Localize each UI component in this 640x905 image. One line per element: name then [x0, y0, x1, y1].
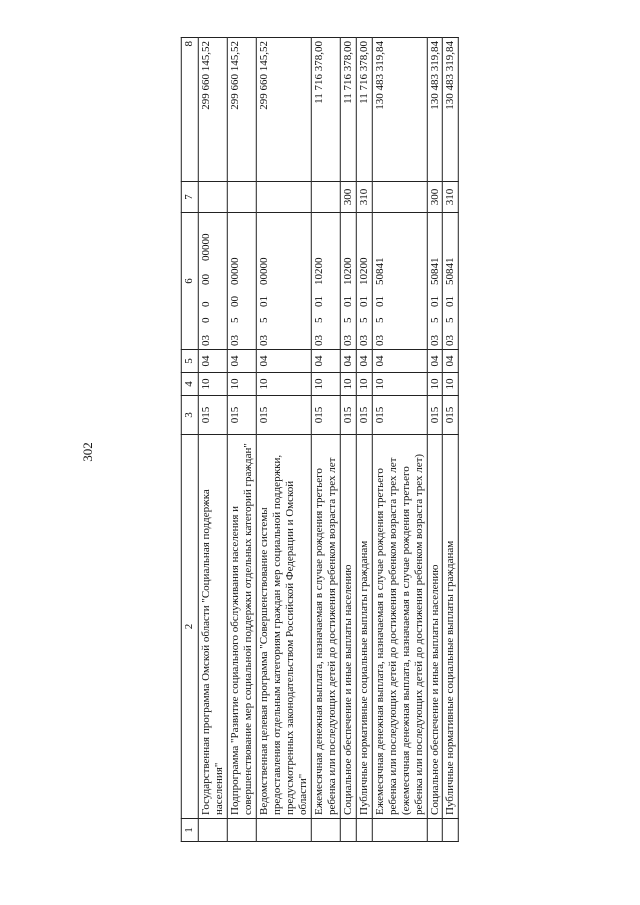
table-cell: 04: [372, 350, 427, 373]
table-row: [443, 38, 459, 842]
table-body: [198, 38, 458, 842]
rotated-budget-table: [181, 41, 459, 842]
table-cell: 015: [227, 396, 256, 435]
code-part: 03: [199, 335, 212, 346]
code-part: 03: [341, 335, 354, 346]
code-part: 10200: [312, 257, 325, 285]
code-group: [428, 216, 441, 346]
table-cell: 10: [311, 373, 340, 396]
table-cell: 04: [340, 350, 356, 373]
table-cell: 299 660 145,52: [227, 38, 256, 182]
code-part: 50841: [444, 257, 457, 285]
budget-table: [181, 37, 459, 842]
code-group: [373, 216, 386, 346]
table-row: [372, 38, 427, 842]
code-group: [200, 216, 213, 346]
table-cell: [427, 819, 443, 842]
table-cell: [372, 819, 427, 842]
code-part: 50841: [428, 257, 441, 285]
code-part: 0: [199, 317, 212, 323]
table-cell: [356, 213, 372, 350]
code-part: 00000: [228, 257, 241, 285]
table-cell: [227, 213, 256, 350]
table-cell: [443, 819, 459, 842]
table-cell: [256, 182, 311, 213]
table-cell: [443, 213, 459, 350]
table-cell: 04: [443, 350, 459, 373]
code-part: 01: [444, 296, 457, 307]
table-cell: 015: [340, 396, 356, 435]
table-cell: 04: [256, 350, 311, 373]
header-col-3: 3: [181, 396, 198, 435]
table-cell: 015: [198, 396, 227, 435]
table-cell: [427, 213, 443, 350]
code-part: [428, 221, 441, 261]
code-part: [258, 221, 271, 261]
code-part: [313, 221, 326, 261]
table-cell: 04: [356, 350, 372, 373]
table-cell: Публичные нормативные социальные выплаты гражданам: [443, 435, 459, 819]
table-cell: [227, 182, 256, 213]
table-cell: [311, 182, 340, 213]
code-part: 00: [199, 274, 212, 285]
table-cell: 10: [340, 373, 356, 396]
table-cell: 310: [356, 182, 372, 213]
table-cell: [198, 819, 227, 842]
table-cell: 015: [356, 396, 372, 435]
table-cell: [311, 819, 340, 842]
table-cell: Подпрограмма "Развитие социального обслуживания населения и совершенствование мер социальной поддержки отдельных категорий граждан": [227, 435, 256, 819]
page-number: 302: [79, 442, 95, 462]
table-cell: Социальное обеспечение и иные выплаты населению: [340, 435, 356, 819]
code-part: 01: [257, 296, 270, 307]
code-part: [357, 221, 370, 261]
code-part: 03: [312, 335, 325, 346]
table-cell: 10: [227, 373, 256, 396]
code-part: 03: [373, 335, 386, 346]
table-cell: Публичные нормативные социальные выплаты гражданам: [356, 435, 372, 819]
table-cell: 11 716 378,00: [356, 38, 372, 182]
code-part: 03: [228, 335, 241, 346]
header-col-4: 4: [181, 373, 198, 396]
code-part: 01: [312, 296, 325, 307]
table-cell: 11 716 378,00: [340, 38, 356, 182]
table-cell: 130 483 319,84: [372, 38, 427, 182]
table-cell: Ежемесячная денежная выплата, назначаемая в случае рождения третьего ребенка или последующих детей до достижения ребенком возраста трех лет: [311, 435, 340, 819]
code-group: [444, 216, 457, 346]
table-cell: 10: [372, 373, 427, 396]
table-header: [181, 38, 198, 842]
table-cell: 10: [427, 373, 443, 396]
table-row: [227, 38, 256, 842]
code-part: 5: [257, 317, 270, 323]
code-part: 00: [228, 296, 241, 307]
table-cell: [372, 182, 427, 213]
code-part: 03: [357, 335, 370, 346]
code-group: [341, 216, 354, 346]
table-cell: 310: [443, 182, 459, 213]
table-cell: 015: [443, 396, 459, 435]
table-cell: 11 716 378,00: [311, 38, 340, 182]
table-cell: [356, 819, 372, 842]
table-cell: 10: [443, 373, 459, 396]
table-cell: 300: [427, 182, 443, 213]
header-row: [181, 38, 198, 842]
table-cell: 015: [372, 396, 427, 435]
code-part: 5: [428, 317, 441, 323]
code-part: 10200: [341, 257, 354, 285]
table-cell: [311, 213, 340, 350]
table-cell: [256, 819, 311, 842]
table-cell: 04: [427, 350, 443, 373]
table-cell: 130 483 319,84: [443, 38, 459, 182]
header-col-8: 8: [181, 38, 198, 182]
table-cell: 015: [427, 396, 443, 435]
table-cell: 015: [311, 396, 340, 435]
table-cell: 299 660 145,52: [256, 38, 311, 182]
table-cell: 10: [256, 373, 311, 396]
code-part: 01: [357, 296, 370, 307]
table-cell: [340, 819, 356, 842]
table-row: [311, 38, 340, 842]
code-part: [373, 221, 386, 261]
table-cell: 04: [227, 350, 256, 373]
code-part: 50841: [373, 257, 386, 285]
table-cell: [227, 819, 256, 842]
code-part: 00000: [199, 233, 212, 261]
code-group: [313, 216, 326, 346]
code-part: 03: [257, 335, 270, 346]
code-part: 0: [199, 301, 212, 307]
code-part: 5: [341, 317, 354, 323]
header-col-6: 6: [181, 213, 198, 350]
table-cell: 299 660 145,52: [198, 38, 227, 182]
code-part: 5: [444, 317, 457, 323]
code-part: 03: [444, 335, 457, 346]
table-cell: Ведомственная целевая программа "Совершенствование системы предоставления отдельным категориям граждан мер социальной поддержки, предусмотренных законодательством Российской Федерации и Омской области": [256, 435, 311, 819]
table-row: [356, 38, 372, 842]
code-group: [357, 216, 370, 346]
code-part: 10200: [357, 257, 370, 285]
table-cell: 300: [340, 182, 356, 213]
table-cell: Государственная программа Омской области "Социальная поддержка населения": [198, 435, 227, 819]
table-cell: 04: [311, 350, 340, 373]
code-part: 5: [312, 317, 325, 323]
table-cell: [372, 213, 427, 350]
table-cell: 10: [198, 373, 227, 396]
code-part: [444, 221, 457, 261]
code-part: 01: [373, 296, 386, 307]
table-cell: Социальное обеспечение и иные выплаты населению: [427, 435, 443, 819]
header-col-5: 5: [181, 350, 198, 373]
code-group: [229, 216, 242, 346]
table-row: [256, 38, 311, 842]
table-row: [340, 38, 356, 842]
header-col-7: 7: [181, 182, 198, 213]
table-cell: [340, 213, 356, 350]
table-cell: Ежемесячная денежная выплата, назначаемая в случае рождения третьего ребенка или последующих детей до достижения ребенком возраста трех лет (ежемесячная денежная выплата, назначаемая в случае рождения третьего ребенка или последующих детей до достижения ребенком возраста трех лет): [372, 435, 427, 819]
code-part: 5: [373, 317, 386, 323]
code-part: 00000: [257, 257, 270, 285]
table-cell: 10: [356, 373, 372, 396]
table-cell: 130 483 319,84: [427, 38, 443, 182]
code-part: 01: [428, 296, 441, 307]
table-cell: 015: [256, 396, 311, 435]
code-group: [258, 216, 271, 346]
table-cell: [198, 182, 227, 213]
code-part: [341, 221, 354, 261]
code-part: [229, 221, 242, 261]
table-cell: 04: [198, 350, 227, 373]
header-col-2: 2: [181, 435, 198, 819]
header-col-1: 1: [181, 819, 198, 842]
code-part: 01: [341, 296, 354, 307]
table-row: [198, 38, 227, 842]
code-part: 5: [357, 317, 370, 323]
code-part: 03: [428, 335, 441, 346]
table-row: [427, 38, 443, 842]
code-part: 5: [228, 317, 241, 323]
table-cell: [256, 213, 311, 350]
table-cell: [198, 213, 227, 350]
